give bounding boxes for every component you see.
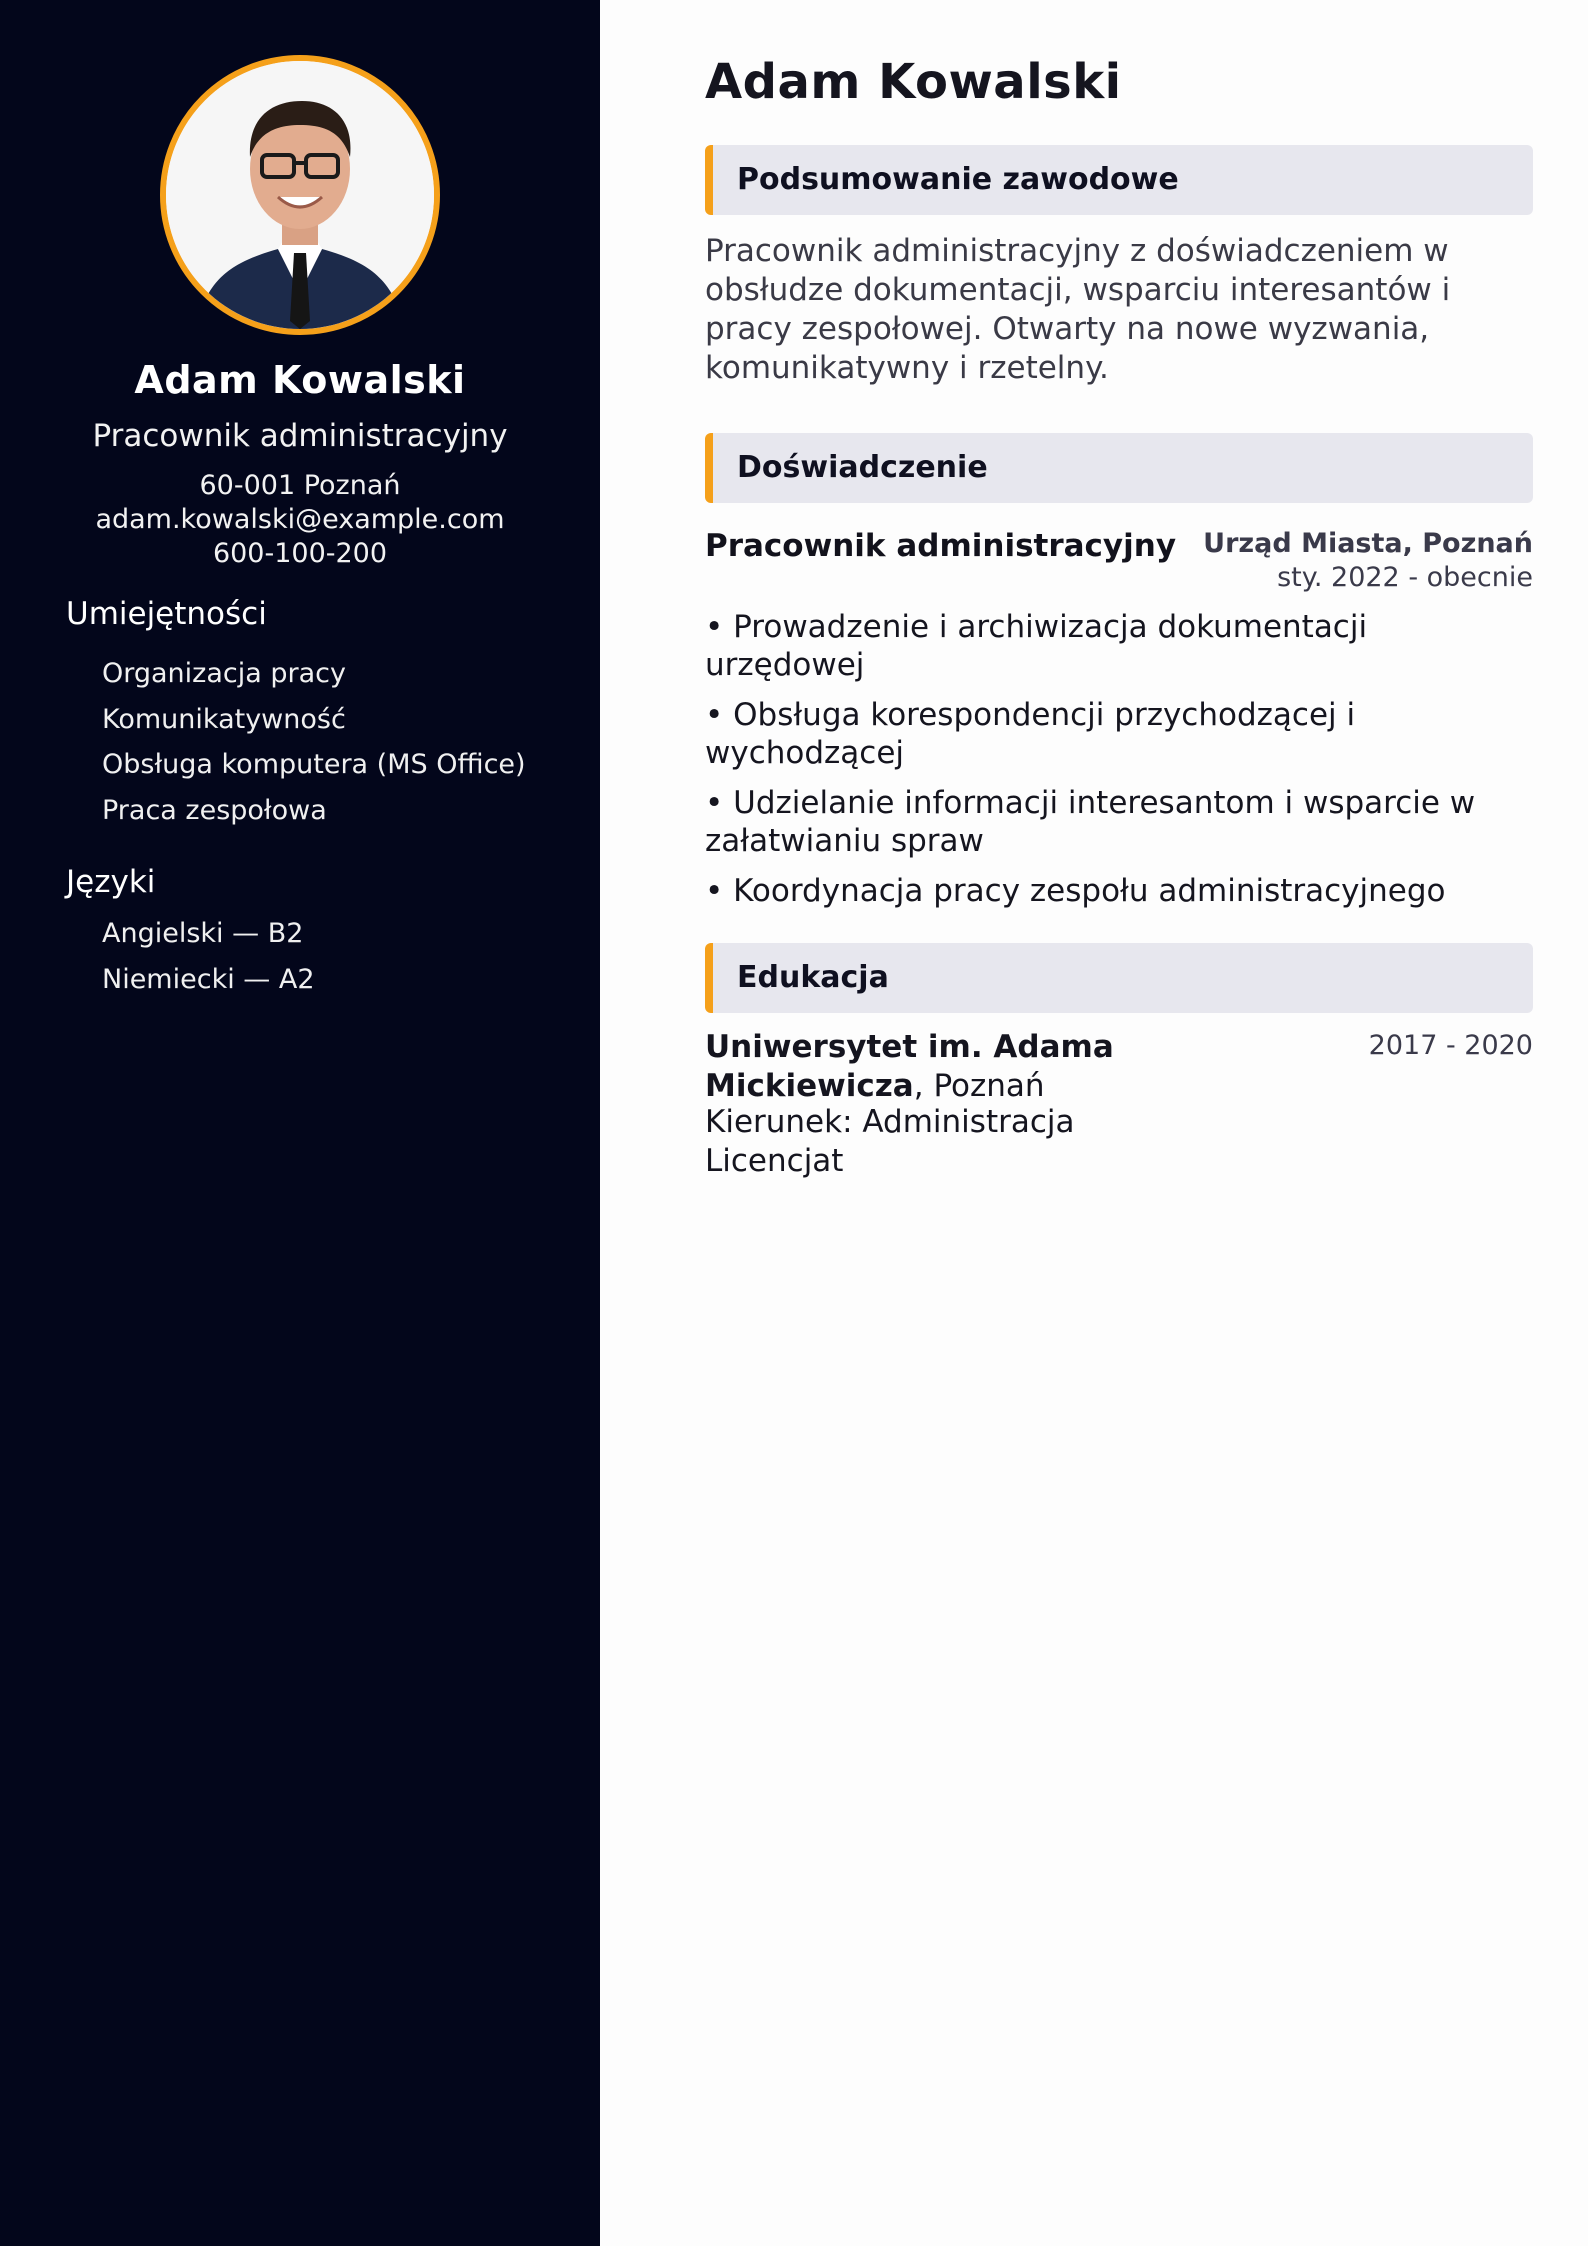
page-title: Adam Kowalski <box>705 54 1122 110</box>
language-item: Angielski — B2 <box>102 918 304 949</box>
skill-item: Praca zespołowa <box>102 794 327 826</box>
skills-list <box>102 656 526 838</box>
contact-address: 60-001 Poznań <box>199 470 401 501</box>
contact-email[interactable]: adam.kowalski@example.com <box>95 504 505 535</box>
job-duty: • Obsługa korespondencji przychodzącej i wychodzącej <box>705 697 1356 771</box>
profile-photo-illustration <box>166 61 434 329</box>
sidebar-name: Adam Kowalski <box>134 358 466 402</box>
sidebar-role: Pracownik administracyjny <box>92 418 508 454</box>
section-header-experience <box>705 433 1533 503</box>
section-title: Podsumowanie zawodowe <box>737 162 1179 197</box>
job-duties-list <box>705 608 1533 922</box>
education-field: Kierunek: Administracja <box>705 1104 1075 1140</box>
language-item: Niemiecki — A2 <box>102 963 315 995</box>
job-duty: • Koordynacja pracy zespołu administracyjnego <box>705 873 1446 909</box>
education-degree: Licencjat <box>705 1143 844 1179</box>
section-title: Edukacja <box>737 960 889 995</box>
education-city: , Poznań <box>913 1068 1045 1104</box>
education-school <box>705 1028 1325 1106</box>
job-duty: • Udzielanie informacji interesantom i wsparcie w załatwianiu spraw <box>705 785 1476 859</box>
skills-heading: Umiejętności <box>66 596 267 632</box>
skill-item: Organizacja pracy <box>102 658 346 689</box>
summary-text: Pracownik administracyjny z doświadczeniem w obsłudze dokumentacji, wsparciu interesantów i pracy zespołowej. Otwarty na nowe wyzwania, komunikatywny i rzetelny. <box>705 233 1451 386</box>
job-dates: sty. 2022 - obecnie <box>1277 562 1533 593</box>
section-title: Doświadczenie <box>737 450 988 485</box>
job-title: Pracownik administracyjny <box>705 528 1177 564</box>
languages-heading: Języki <box>66 864 156 900</box>
job-company: Urząd Miasta, Poznań <box>1203 528 1533 559</box>
languages-list <box>102 916 315 1007</box>
education-school-name: Uniwersytet im. Adama Mickiewicza <box>705 1029 1114 1104</box>
contact-phone[interactable]: 600-100-200 <box>212 538 388 569</box>
skill-item: Komunikatywność <box>102 703 346 735</box>
section-header-education <box>705 943 1533 1013</box>
skill-item: Obsługa komputera (MS Office) <box>102 749 526 780</box>
education-dates: 2017 - 2020 <box>1368 1030 1533 1061</box>
profile-photo <box>160 55 440 335</box>
job-duty: • Prowadzenie i archiwizacja dokumentacji urzędowej <box>705 609 1368 683</box>
sidebar <box>0 0 600 2246</box>
section-header-summary <box>705 145 1533 215</box>
